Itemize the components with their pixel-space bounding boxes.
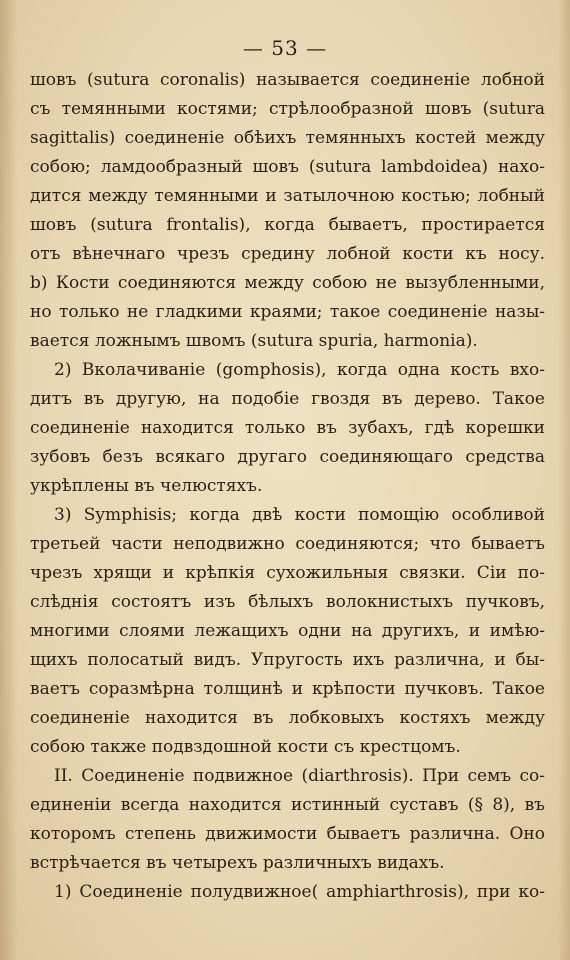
text-line: шовъ (sutura frontalis), когда бываетъ, простирается xyxy=(30,215,545,235)
text-line: третьей части неподвижно соединяются; что бываетъ xyxy=(30,534,545,554)
text-line: II. Соединеніе подвижное (diarthrosis). При семъ со- xyxy=(54,766,545,786)
page-number: — 53 — xyxy=(242,36,328,60)
text-line: sagittalis) соединеніе обѣихъ темянныхъ костей между xyxy=(30,128,545,148)
page-edge-shadow-left xyxy=(0,0,18,960)
text-line: дитъ въ другую, на подобіе гвоздя въ дерево. Такое xyxy=(30,389,545,409)
text-line: съ темянными костями; стрѣлообразной шовъ (sutura xyxy=(30,99,545,119)
text-line: многими слоями лежащихъ одни на другихъ, и имѣю- xyxy=(30,621,545,641)
text-line: 2) Вколачиваніе (gomphosis), когда одна кость вхо- xyxy=(54,360,545,380)
text-line: которомъ степень движимости бываетъ различна. Оно xyxy=(30,824,545,844)
text-line: чрезъ хрящи и крѣпкія сухожильныя связки. Сіи по- xyxy=(30,563,545,583)
text-line: слѣднія состоятъ изъ бѣлыхъ волокнистыхъ пучковъ, xyxy=(30,592,545,612)
text-line: зубовъ безъ всякаго другаго соединяющаго средства xyxy=(30,447,545,467)
text-line: 1) Соединеніе полудвижное( amphiarthrosis), при ко- xyxy=(54,882,545,902)
text-line: соединеніе находится только въ зубахъ, гдѣ корешки xyxy=(30,418,545,438)
text-line: 3) Symphisis; когда двѣ кости помощію особливой xyxy=(54,505,545,525)
text-line: ваетъ соразмѣрна толщинѣ и крѣпости пучковъ. Такое xyxy=(30,679,545,699)
text-line: вается ложнымъ швомъ (sutura spuria, harmonia). xyxy=(30,331,478,351)
page-edge-shadow-right xyxy=(558,0,570,960)
text-line: укрѣплены въ челюстяхъ. xyxy=(30,476,263,496)
text-line: собою; ламдообразный шовъ (sutura lambdoidea) нахо- xyxy=(30,157,545,177)
text-line: единеніи всегда находится истинный суставъ (§ 8), въ xyxy=(30,795,545,815)
text-line: шовъ (sutura coronalis) называется соединеніе лобной xyxy=(30,70,545,90)
text-line: b) Кости соединяются между собою не вызубленными, xyxy=(30,273,545,293)
text-line: соединеніе находится въ лобковыхъ костяхъ между xyxy=(30,708,545,728)
text-line: щихъ полосатый видъ. Упругость ихъ различна, и бы- xyxy=(30,650,545,670)
text-line: собою также подвздошной кости съ крестцомъ. xyxy=(30,737,461,757)
body-text xyxy=(30,66,545,907)
text-line: дится между темянными и затылочною костью; лобный xyxy=(30,186,545,206)
text-line: встрѣчается въ четырехъ различныхъ видахъ. xyxy=(30,853,445,873)
text-line: но только не гладкими краями; такое соединеніе назы- xyxy=(30,302,545,322)
text-line: отъ вѣнечнаго чрезъ средину лобной кости къ носу. xyxy=(30,244,545,264)
